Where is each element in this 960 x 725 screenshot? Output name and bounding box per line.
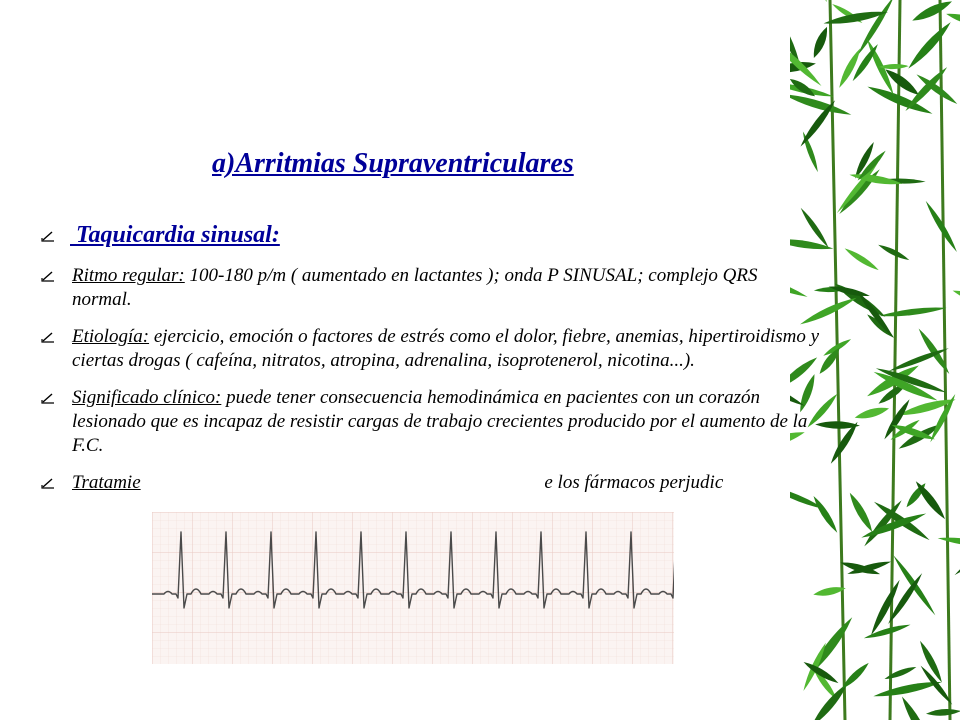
bullet-label: Tratamie xyxy=(72,472,141,493)
bullet-label: Ritmo regular: xyxy=(72,265,185,286)
slide-bullet-icon xyxy=(40,330,56,344)
bullet-text: e los fármacos perjudic xyxy=(140,472,724,493)
slide-bullet-icon xyxy=(40,269,56,283)
bullet-text: puede tener consecuencia hemodinámica en pacientes con un corazón lesionado que es incapaz de resistir cargas de trabajo crecientes producido por el aumento de la F.C. xyxy=(72,387,808,456)
slide-bullet-icon xyxy=(40,476,56,490)
bullet-item-significado xyxy=(40,386,820,458)
bullet-list xyxy=(40,264,820,508)
slide-title: a)Arritmias Supraventriculares xyxy=(212,148,574,179)
bullet-text: 100-180 p/m ( aumentado en lactantes ); onda P SINUSAL; complejo QRS normal. xyxy=(72,265,758,310)
bullet-label: Significado clínico: xyxy=(72,387,222,408)
section-heading xyxy=(40,222,280,249)
bamboo-leaves-icon xyxy=(790,0,960,720)
slide-bullet-icon xyxy=(40,229,56,243)
bullet-item-tratamiento xyxy=(40,471,820,495)
ecg-strip-image xyxy=(152,512,674,664)
bullet-label: Etiología: xyxy=(72,326,150,347)
slide-bullet-icon xyxy=(40,391,56,405)
bullet-item-etiologia xyxy=(40,325,820,373)
bullet-text: ejercicio, emoción o factores de estrés como el dolor, fiebre, anemias, hipertiroidismo y ciertas drogas ( cafeína, nitratos, atropina, adrenalina, isoprotenerol, nicotina...). xyxy=(72,326,820,371)
bamboo-border xyxy=(790,0,960,720)
ecg-trace xyxy=(152,512,674,664)
section-heading-text: Taquicardia sinusal: xyxy=(70,222,280,248)
bullet-item-ritmo xyxy=(40,264,820,312)
